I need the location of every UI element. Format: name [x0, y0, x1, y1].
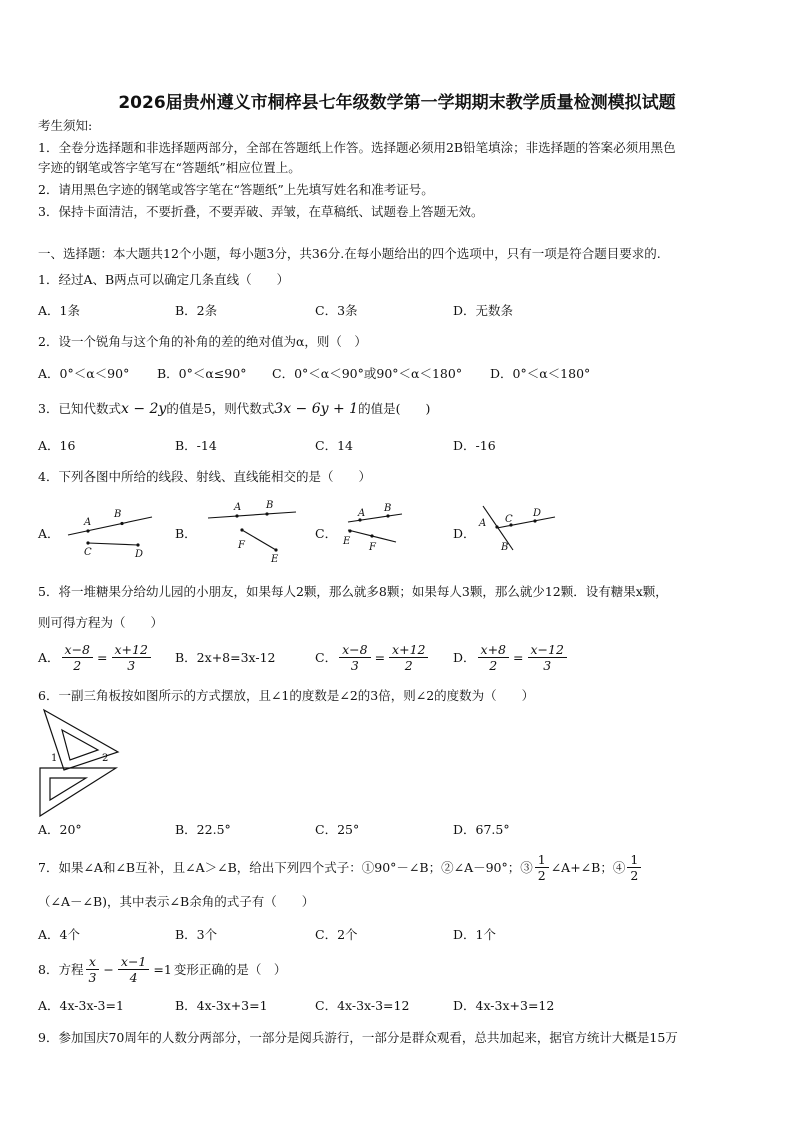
q5d-label: D． — [453, 649, 476, 665]
q7-half-1-num: 1 — [535, 852, 549, 868]
q5a-frac-2 — [112, 642, 151, 673]
q5a-num-2: x+12 — [112, 642, 151, 658]
question-6-stem: 6．一副三角板按如图所示的方式摆放，且∠1的度数是∠2的3倍，则∠2的度数为（ ） — [38, 688, 535, 703]
q3-text-mid: 的值是5，则代数式 — [166, 401, 275, 416]
q4d-label-c: C — [505, 514, 513, 525]
q4-option-b: B． — [175, 526, 197, 541]
q3-text-pre: 3．已知代数式 — [38, 401, 121, 416]
q8-num-2: x−1 — [118, 954, 149, 970]
q4-option-c: C． — [315, 526, 338, 541]
q5d-equals: = — [513, 649, 524, 665]
q5d-frac-1 — [478, 642, 509, 673]
q8-option-b: B．4x-3x+3=1 — [175, 998, 268, 1013]
q2-option-c: C．0°＜α＜90°或90°＜α＜180° — [272, 366, 463, 381]
q5d-num-1: x+8 — [478, 642, 509, 658]
q8-frac-2 — [118, 954, 149, 985]
q5c-num-2: x+12 — [389, 642, 428, 658]
q5c-num-1: x−8 — [339, 642, 370, 658]
notice-heading: 考生须知: — [38, 118, 93, 133]
q5c-den-1: 3 — [350, 658, 359, 673]
q3-option-d: D．-16 — [453, 438, 496, 453]
q8-rhs: =1 — [153, 961, 172, 977]
q2-option-a: A．0°＜α＜90° — [38, 366, 130, 381]
q4d-label-d: D — [533, 508, 542, 519]
q6-set-squares-figure — [36, 708, 126, 818]
notice-item-2: 2．请用黑色字迹的钢笔或答字笔在“答题纸”上先填写姓名和准考证号。 — [38, 182, 434, 197]
question-4-stem: 4．下列各图中所给的线段、射线、直线能相交的是（ ） — [38, 469, 371, 484]
q4b-label-a: A — [234, 502, 242, 513]
q6-label-1: 1 — [51, 753, 58, 764]
q4c-label-a: A — [358, 508, 366, 519]
q4a-label-b: B — [114, 509, 122, 520]
q2-option-b: B．0°＜α≤90° — [157, 366, 247, 381]
q7-option-c: C．2个 — [315, 927, 358, 942]
q4-option-d: D． — [453, 526, 476, 541]
q1-option-a: A．1条 — [38, 303, 80, 318]
q8-text-post: 变形正确的是（ ） — [173, 961, 287, 977]
q8-option-a: A．4x-3x-3=1 — [38, 998, 124, 1013]
q3-expr-1: x − 2y — [120, 401, 167, 417]
q5d-frac-2 — [528, 642, 567, 673]
q7-option-b: B．3个 — [175, 927, 218, 942]
q1-option-d: D．无数条 — [453, 303, 514, 318]
question-7-line-2: （∠A－∠B)，其中表示∠B余角的式子有（ ） — [38, 894, 315, 909]
q5a-equals: = — [97, 649, 108, 665]
q7-option-a: A．4个 — [38, 927, 80, 942]
q2-option-d: D．0°＜α＜180° — [490, 366, 591, 381]
q4a-label-c: C — [84, 547, 92, 558]
section-heading: 一、选择题：本大题共12个小题，每小题3分，共36分.在每小题给出的四个选项中，只有一项是符合题目要求的. — [38, 246, 661, 261]
q5d-den-2: 3 — [543, 658, 552, 673]
q4-figure-a — [60, 505, 160, 560]
q4d-label-a: A — [479, 518, 487, 529]
q5-option-b: B．2x+8=3x-12 — [175, 650, 276, 665]
q4d-label-b: B — [501, 542, 509, 553]
q4b-label-b: B — [266, 500, 274, 511]
q8-label: 8．方程 — [38, 961, 84, 977]
q8-den-1: 3 — [88, 970, 97, 985]
q7-half-2-num: 1 — [627, 852, 641, 868]
q5-option-c — [315, 642, 430, 673]
q8-den-2: 4 — [129, 970, 138, 985]
notice-item-1: 1．全卷分选择题和非选择题两部分，全部在答题纸上作答。选择题必须用2B铅笔填涂；非选择题的答案必须用黑色 — [38, 140, 676, 155]
q5c-frac-2 — [389, 642, 428, 673]
q6-option-b: B．22.5° — [175, 822, 231, 837]
q4a-label-d: D — [135, 549, 144, 560]
q3-text-post: 的值是( ) — [358, 401, 431, 416]
q8-minus: − — [103, 961, 114, 977]
q4a-label-a: A — [84, 517, 92, 528]
question-5-line-1: 5．将一堆糖果分给幼儿园的小朋友，如果每人2颗，那么就多8颗；如果每人3颗，那么就少12颗．设有糖果x颗， — [38, 584, 668, 599]
q7-half-1 — [535, 852, 549, 883]
q4b-label-f: F — [238, 540, 245, 551]
question-8-stem — [38, 954, 286, 985]
q8-option-c: C．4x-3x-3=12 — [315, 998, 410, 1013]
q5a-den-2: 3 — [127, 658, 136, 673]
q5a-frac-1 — [62, 642, 93, 673]
q5c-den-2: 2 — [404, 658, 413, 673]
q5-option-a — [38, 642, 153, 673]
q5a-den-1: 2 — [73, 658, 82, 673]
question-5-line-2: 则可得方程为（ ） — [38, 615, 164, 630]
q7-half-1-den: 2 — [537, 868, 546, 883]
q4c-label-b: B — [384, 503, 392, 514]
q7-text-1: 7．如果∠A和∠B互补，且∠A＞∠B，给出下列四个式子：①90°－∠B；②∠A－90°；③ — [38, 859, 533, 875]
question-2-stem: 2．设一个锐角与这个角的补角的差的绝对值为α，则（ ） — [38, 334, 367, 349]
q8-frac-1 — [85, 954, 99, 985]
notice-item-1-cont: 字迹的钢笔或答字笔写在“答题纸”相应位置上。 — [38, 160, 301, 175]
q4-figure-b — [200, 498, 305, 566]
q5c-frac-1 — [339, 642, 370, 673]
question-1-stem: 1．经过A、B两点可以确定几条直线（ ） — [38, 272, 290, 287]
q5c-equals: = — [374, 649, 386, 665]
question-3-stem — [38, 401, 430, 417]
q4c-label-e: E — [343, 536, 351, 547]
q7-half-2 — [627, 852, 641, 883]
q3-option-a: A．16 — [38, 438, 76, 453]
q8-num-1: x — [86, 954, 99, 970]
q5d-num-2: x−12 — [528, 642, 567, 658]
q5-option-d — [453, 642, 569, 673]
q1-option-c: C．3条 — [315, 303, 358, 318]
q4-figure-d — [475, 500, 560, 555]
q3-option-b: B．-14 — [175, 438, 217, 453]
q4c-label-f: F — [369, 542, 376, 553]
q5c-label: C． — [315, 649, 338, 665]
q4-figure-c — [338, 500, 408, 558]
q5a-label: A． — [38, 649, 60, 665]
question-9-stem: 9．参加国庆70周年的人数分两部分，一部分是阅兵游行，一部分是群众观看，总共加起来，据官方统计大概是15万 — [38, 1030, 678, 1045]
q7-text-mid: ∠A+∠B；④ — [550, 859, 626, 875]
q8-option-d: D．4x-3x+3=12 — [453, 998, 555, 1013]
q3-option-c: C．14 — [315, 438, 353, 453]
q7-half-2-den: 2 — [630, 868, 639, 883]
q4-option-a: A． — [38, 526, 60, 541]
q7-option-d: D．1个 — [453, 927, 496, 942]
notice-item-3: 3．保持卡面清洁，不要折叠，不要弄破、弄皱，在草稿纸、试题卷上答题无效。 — [38, 204, 484, 219]
q6-label-2: 2 — [102, 753, 109, 764]
q6-option-d: D．67.5° — [453, 822, 510, 837]
q1-option-b: B．2条 — [175, 303, 218, 318]
q4b-label-e: E — [271, 554, 279, 565]
q3-expr-2: 3x − 6y + 1 — [274, 401, 359, 417]
page-title: 2026届贵州遵义市桐梓县七年级数学第一学期期末教学质量检测模拟试题 — [118, 93, 676, 113]
q5d-den-1: 2 — [489, 658, 498, 673]
q5a-num-1: x−8 — [62, 642, 93, 658]
q6-option-c: C．25° — [315, 822, 360, 837]
q6-option-a: A．20° — [38, 822, 82, 837]
question-7-line-1 — [38, 852, 643, 883]
